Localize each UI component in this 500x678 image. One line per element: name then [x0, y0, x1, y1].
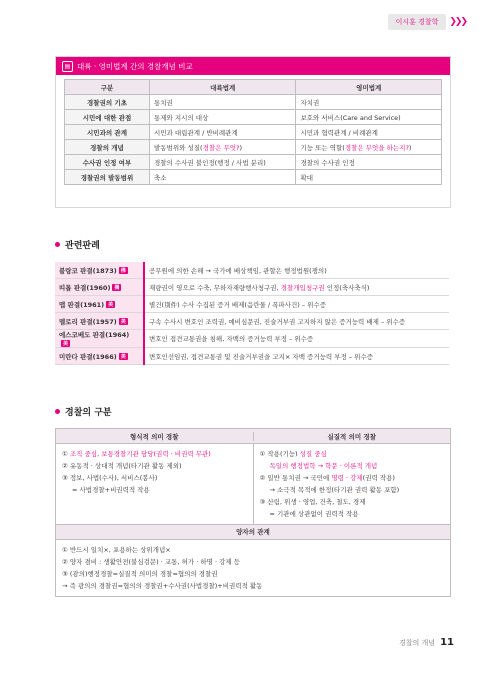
comparison-box	[55, 56, 451, 208]
table-row: 수사권 인정 여부 경찰의 수사권 불인정(행정 / 사법 분리) 경찰의 수사권 인정	[65, 155, 442, 170]
comparison-title: 대륙 · 영미법계 간의 경찰개념 비교	[77, 61, 193, 71]
division-section-title: 경찰의 구분	[55, 405, 112, 418]
table-row: 경찰권의 기초 통치권 자치권	[65, 95, 442, 110]
table-row: 멜로리 판결(1957) 美 구속 수사시 변호인 조력권, 예비심문권, 진술거부권 고지하지 않은 증거능력 배제 – 위수증	[55, 313, 449, 330]
table-row: 시민에 대한 관점 통제와 지시의 대상 보호와 서비스(Care and Service)	[65, 110, 442, 125]
bullet-icon	[55, 242, 60, 247]
cases-table	[55, 262, 449, 365]
cases-section-title: 관련판례	[55, 238, 100, 251]
table-header: 영미법계	[296, 80, 442, 95]
table-header: 형식적 의미 경찰	[130, 432, 179, 441]
brand-tag: 이시훈 경찰학	[388, 14, 447, 30]
table-row: 에스코베도 판결(1964)美 변호인 접견교통권을 침해, 자백의 증거능력 부정 – 위수증	[55, 330, 449, 348]
country-badge: 獨	[114, 285, 120, 291]
comparison-box-header	[56, 57, 450, 75]
table-row: 미란다 판결(1966) 美 변호인선임권, 접견교통권 및 진술거부권을 고지× 자백 증거능력 부정 – 위수증	[55, 348, 449, 365]
relation-header: 양자의 관계	[56, 524, 450, 539]
table-row: 블랑코 판결(1873) 佛 공무원에 의한 손해 → 국가에 배상책임, 관할은 행정법원(쟁의)	[55, 262, 449, 279]
table-row: 시민과의 관계 시민과 대립관계 / 반비례관계 시민과 협력관계 / 비례관계	[65, 125, 442, 140]
comparison-table	[64, 79, 442, 185]
table-row: 경찰의 개념 발동범위와 성질(경찰은 무엇?) 기능 또는 역할(경찰은 무엇을 하는지?)	[65, 140, 442, 155]
brand-header	[388, 14, 466, 30]
formal-police-column: ① 조직 중심, 보통경찰기관 담당(권력 · 비권력 무관) ② 유동적 · 상대적 개념(타기관 활동 제외) ③ 정보, 사법(수사), 서비스(봉사) = 사법경찰+비권력적 작용	[62, 450, 211, 494]
substantive-police-column: ① 작용(기능) 성질 중심 독일의 행정법학 → 학문 · 이론적 개념 ② 일반 통치권 → 국민에 명령 · 강제(권력 작용) → 소극적 목적에 한정(타기관 권력 활동 포함) ③ 산림, 위생 · 영업, 건축, 철도, 경제 = 기관에 상관없이 권력적 작용	[253, 444, 451, 524]
page-footer	[399, 637, 454, 648]
country-badge: 美	[120, 354, 126, 360]
table-row: 경찰권의 발동범위 축소 확대	[65, 170, 442, 185]
table-row: 띠톱 판결(1960) 獨 재량권이 영으로 수축, 무하자재량행사청구권, 경찰개입청구권 인정(축사축식)	[55, 279, 449, 296]
book-icon: ▤	[62, 61, 73, 72]
page-number: 11	[440, 637, 454, 648]
chevrons-icon: ❯❯❯	[449, 17, 466, 27]
country-badge: 美	[120, 319, 126, 325]
table-row: 맵 판결(1961) 美 별건(別件) 수사 수집된 증거 배제(음란물 / 폭파사건) – 위수증	[55, 296, 449, 313]
division-table	[55, 428, 451, 597]
country-badge: 美	[108, 302, 114, 308]
table-header: 대륙법계	[150, 80, 296, 95]
table-header: 실질적 의미 경찰	[253, 432, 451, 441]
table-header: 구분	[65, 80, 150, 95]
country-badge: 佛	[120, 268, 126, 274]
country-badge: 美	[63, 340, 69, 347]
bullet-icon	[55, 409, 60, 414]
relation-body: ① 반드시 일치×, 포용하는 상위개념× ② 양자 겸비 : 생활안전(불심검문) · 교통, 허가 · 하명 · 강제 등 ③ (광의)행정경찰=실질적 의미의 경찰=협의의 경찰권 → 즉 광의의 경찰권=협의의 경찰권+수사권(사법경찰)+비권력적 활동	[56, 539, 450, 596]
footer-label: 경찰의 개념	[399, 638, 436, 647]
